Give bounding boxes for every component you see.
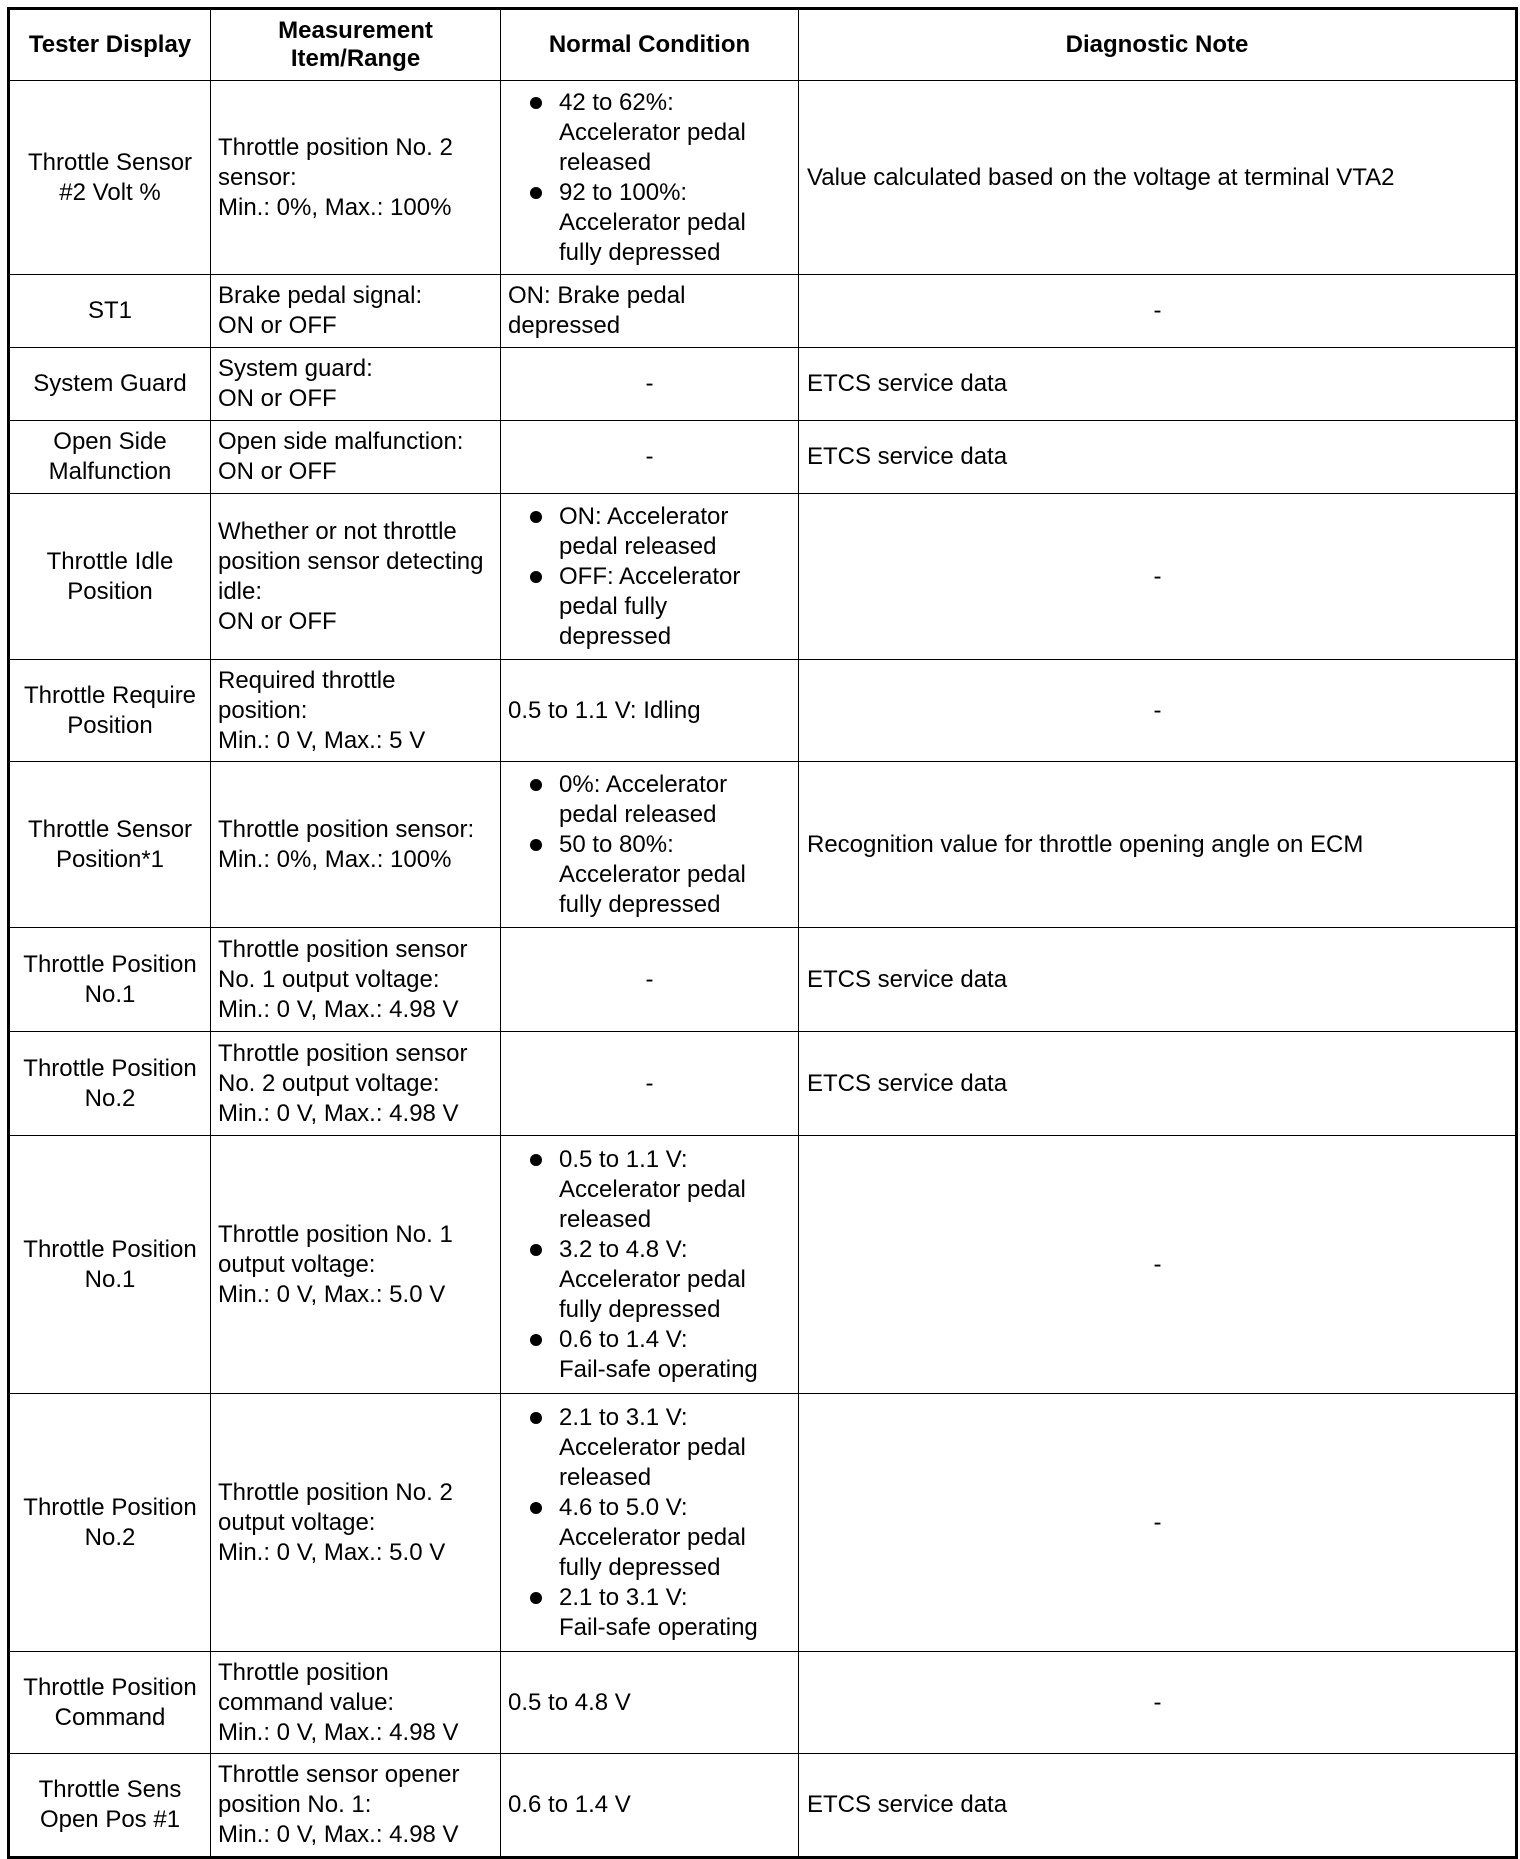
measurement-range-cell: Required throttle position: Min.: 0 V, Max.: 5 V: [211, 660, 501, 762]
normal-condition-cell: -: [501, 928, 799, 1032]
table-row: [9, 348, 1517, 421]
table-row: [9, 494, 1517, 660]
table-row: [9, 421, 1517, 494]
tester-display-cell: Open Side Malfunction: [9, 421, 211, 494]
normal-condition-cell: [501, 1394, 799, 1652]
measurement-range-cell: Throttle position command value: Min.: 0 V, Max.: 4.98 V: [211, 1652, 501, 1754]
table-row: [9, 1652, 1517, 1754]
diagnostic-note-cell: -: [799, 1136, 1517, 1394]
diagnostic-note-cell: ETCS service data: [799, 348, 1517, 421]
normal-condition-bullet: 4.6 to 5.0 V: Accelerator pedal fully depressed: [508, 1493, 791, 1583]
normal-condition-cell: 0.5 to 4.8 V: [501, 1652, 799, 1754]
tester-display-cell: Throttle Position No.1: [9, 928, 211, 1032]
table-row: [9, 81, 1517, 275]
header-row: [9, 9, 1517, 81]
tester-display-cell: Throttle Idle Position: [9, 494, 211, 660]
diagnostic-note-cell: -: [799, 660, 1517, 762]
normal-condition-list: [508, 1145, 791, 1385]
measurement-range-cell: Throttle position sensor: Min.: 0%, Max.: 100%: [211, 762, 501, 928]
tester-display-cell: Throttle Sens Open Pos #1: [9, 1754, 211, 1858]
measurement-range-cell: Throttle position sensor No. 1 output voltage: Min.: 0 V, Max.: 4.98 V: [211, 928, 501, 1032]
tester-data-table: [7, 7, 1518, 1859]
table-row: [9, 1394, 1517, 1652]
normal-condition-cell: [501, 81, 799, 275]
normal-condition-bullet: 42 to 62%: Accelerator pedal released: [508, 88, 791, 178]
header-normal-condition: Normal Condition: [501, 9, 799, 81]
normal-condition-bullet: OFF: Accelerator pedal fully depressed: [508, 562, 791, 652]
tester-display-cell: Throttle Sensor Position*1: [9, 762, 211, 928]
normal-condition-list: [508, 502, 791, 652]
table-row: [9, 928, 1517, 1032]
diagnostic-note-cell: ETCS service data: [799, 1754, 1517, 1858]
normal-condition-cell: -: [501, 421, 799, 494]
table-row: [9, 1032, 1517, 1136]
normal-condition-bullet: 0%: Accelerator pedal released: [508, 770, 791, 830]
measurement-range-cell: Brake pedal signal: ON or OFF: [211, 275, 501, 348]
normal-condition-cell: [501, 494, 799, 660]
diagnostic-note-cell: -: [799, 1394, 1517, 1652]
diagnostic-note-cell: Recognition value for throttle opening angle on ECM: [799, 762, 1517, 928]
normal-condition-bullet: 92 to 100%: Accelerator pedal fully depressed: [508, 178, 791, 268]
normal-condition-cell: 0.6 to 1.4 V: [501, 1754, 799, 1858]
normal-condition-cell: [501, 762, 799, 928]
tester-display-cell: Throttle Position Command: [9, 1652, 211, 1754]
table-row: [9, 275, 1517, 348]
header-measurement-item-range: Measurement Item/Range: [211, 9, 501, 81]
normal-condition-bullet: 2.1 to 3.1 V: Fail-safe operating: [508, 1583, 791, 1643]
tester-display-cell: Throttle Position No.2: [9, 1032, 211, 1136]
measurement-range-cell: Throttle position No. 1 output voltage: Min.: 0 V, Max.: 5.0 V: [211, 1136, 501, 1394]
measurement-range-cell: Throttle sensor opener position No. 1: Min.: 0 V, Max.: 4.98 V: [211, 1754, 501, 1858]
tester-display-cell: Throttle Position No.2: [9, 1394, 211, 1652]
diagnostic-note-cell: Value calculated based on the voltage at terminal VTA2: [799, 81, 1517, 275]
diagnostic-note-cell: ETCS service data: [799, 1032, 1517, 1136]
normal-condition-list: [508, 1403, 791, 1643]
tester-display-cell: ST1: [9, 275, 211, 348]
measurement-range-cell: Whether or not throttle position sensor detecting idle: ON or OFF: [211, 494, 501, 660]
table-row: [9, 660, 1517, 762]
table-row: [9, 1136, 1517, 1394]
tester-display-cell: Throttle Sensor #2 Volt %: [9, 81, 211, 275]
tester-display-cell: Throttle Require Position: [9, 660, 211, 762]
measurement-range-cell: Throttle position sensor No. 2 output voltage: Min.: 0 V, Max.: 4.98 V: [211, 1032, 501, 1136]
tester-display-cell: Throttle Position No.1: [9, 1136, 211, 1394]
normal-condition-bullet: 0.5 to 1.1 V: Accelerator pedal released: [508, 1145, 791, 1235]
tester-display-cell: System Guard: [9, 348, 211, 421]
normal-condition-cell: 0.5 to 1.1 V: Idling: [501, 660, 799, 762]
diagnostic-note-cell: -: [799, 494, 1517, 660]
normal-condition-bullet: 50 to 80%: Accelerator pedal fully depressed: [508, 830, 791, 920]
header-tester-display: Tester Display: [9, 9, 211, 81]
diagnostic-note-cell: ETCS service data: [799, 928, 1517, 1032]
normal-condition-list: [508, 88, 791, 268]
diagnostic-note-cell: -: [799, 1652, 1517, 1754]
measurement-range-cell: Open side malfunction: ON or OFF: [211, 421, 501, 494]
normal-condition-cell: [501, 1136, 799, 1394]
diagnostic-note-cell: ETCS service data: [799, 421, 1517, 494]
normal-condition-bullet: 0.6 to 1.4 V: Fail-safe operating: [508, 1325, 791, 1385]
table-row: [9, 1754, 1517, 1858]
diagnostic-note-cell: -: [799, 275, 1517, 348]
normal-condition-list: [508, 770, 791, 920]
measurement-range-cell: Throttle position No. 2 output voltage: Min.: 0 V, Max.: 5.0 V: [211, 1394, 501, 1652]
measurement-range-cell: System guard: ON or OFF: [211, 348, 501, 421]
normal-condition-bullet: 3.2 to 4.8 V: Accelerator pedal fully depressed: [508, 1235, 791, 1325]
normal-condition-bullet: ON: Accelerator pedal released: [508, 502, 791, 562]
table-row: [9, 762, 1517, 928]
measurement-range-cell: Throttle position No. 2 sensor: Min.: 0%, Max.: 100%: [211, 81, 501, 275]
normal-condition-cell: -: [501, 348, 799, 421]
normal-condition-bullet: 2.1 to 3.1 V: Accelerator pedal released: [508, 1403, 791, 1493]
normal-condition-cell: ON: Brake pedal depressed: [501, 275, 799, 348]
normal-condition-cell: -: [501, 1032, 799, 1136]
header-diagnostic-note: Diagnostic Note: [799, 9, 1517, 81]
